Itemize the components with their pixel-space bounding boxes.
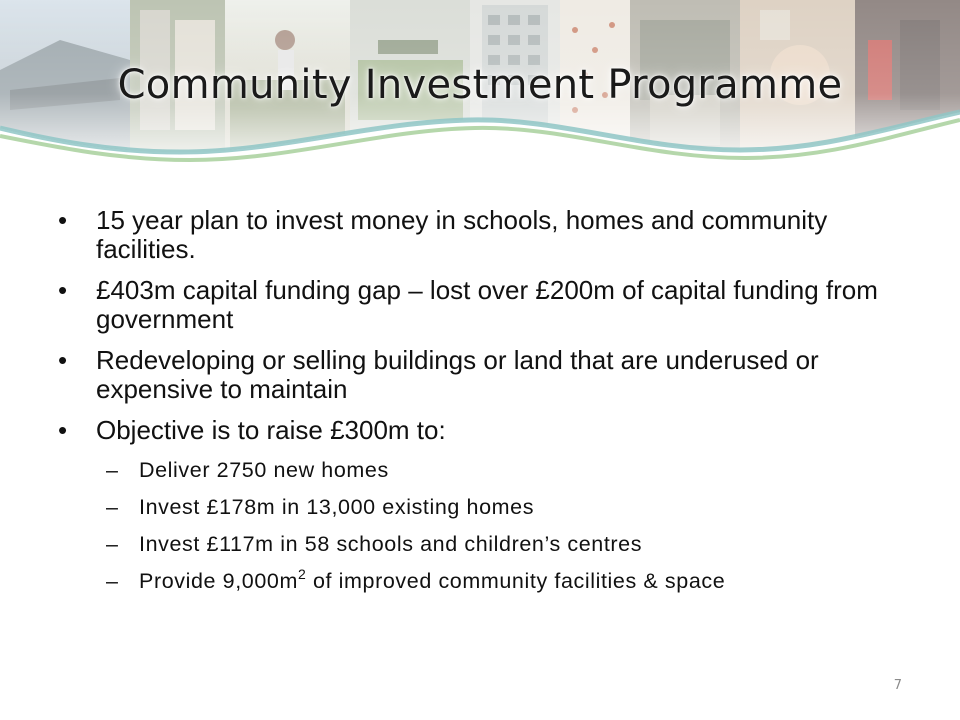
- sub-bullet-list: [58, 457, 908, 594]
- sub-bullet-dash-icon: –: [106, 458, 119, 482]
- sub-bullet-text-before-superscript: Provide 9,000m: [139, 569, 298, 593]
- sub-bullet-text: Invest £117m in 58 schools and children’s centres: [139, 532, 643, 556]
- bullet-item: [58, 206, 908, 264]
- sub-bullet-item: [58, 568, 908, 594]
- sub-bullet-item: [58, 494, 908, 520]
- sub-bullet-text: Invest £178m in 13,000 existing homes: [139, 495, 535, 519]
- sub-bullet-dash-icon: –: [106, 532, 119, 556]
- bullet-item: [58, 276, 908, 334]
- bullet-dot-icon: •: [58, 415, 68, 445]
- bullet-item: [58, 416, 908, 445]
- sub-bullet-text: Deliver 2750 new homes: [139, 458, 389, 482]
- bullet-dot-icon: •: [58, 205, 68, 235]
- bullet-text: Objective is to raise £300m to:: [96, 415, 446, 445]
- page-number: 7: [893, 678, 902, 693]
- bullet-text: £403m capital funding gap – lost over £200m of capital funding from government: [96, 275, 878, 334]
- sub-bullet-item: [58, 531, 908, 557]
- bullet-text: Redeveloping or selling buildings or land that are underused or expensive to maintain: [96, 345, 819, 404]
- bullet-item: [58, 346, 908, 404]
- sub-bullet-dash-icon: –: [106, 495, 119, 519]
- slide-title: Community Investment Programme: [117, 62, 843, 108]
- sub-bullet-dash-icon: –: [106, 569, 119, 593]
- bullet-dot-icon: •: [58, 345, 68, 375]
- sub-bullet-text-after-superscript: of improved community facilities & space: [306, 569, 726, 593]
- superscript: 2: [297, 566, 307, 582]
- sub-bullet-item: [58, 457, 908, 483]
- slide-content: [58, 206, 908, 605]
- bullet-dot-icon: •: [58, 275, 68, 305]
- bullet-text: 15 year plan to invest money in schools, homes and community facilities.: [96, 205, 828, 264]
